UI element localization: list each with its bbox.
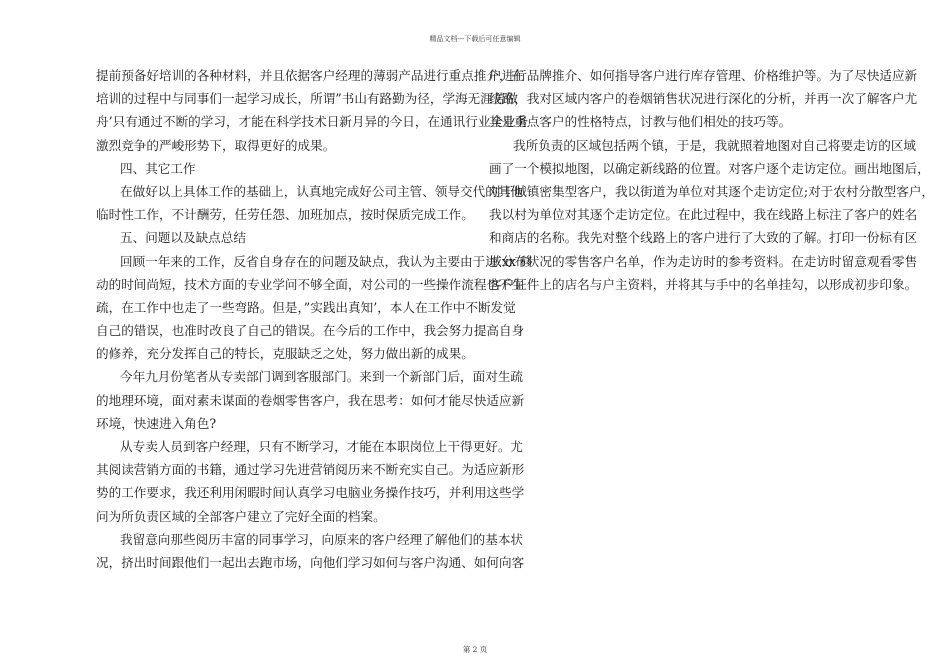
text-line: 临时性工作，不计酬劳，任劳任怨、加班加点，按时保质完成工作。 bbox=[96, 207, 474, 223]
page-number: 第 2 页 bbox=[462, 645, 488, 654]
text-line: 回顾一年来的工作，反省自身存在的问题及缺点，我认为主要由于进 xx 移 bbox=[120, 253, 533, 269]
text-line: 我以村为单位对其逐个走访定位。在此过程中，我在线路上标注了客户的姓名 bbox=[489, 207, 918, 223]
text-line: 户进行品牌推介、如何指导客户进行库存管理、价格维护等。为了尽快适应新 bbox=[489, 68, 918, 83]
text-line: 今年九月份笔者从专卖部门调到客服部门。来到一个新部门后，面对生疏 bbox=[120, 369, 523, 385]
right-column bbox=[489, 64, 935, 296]
text-line: 培训的过程中与同事们一起学习成长，所谓”书山有路勤为径，学海无涯苦做 bbox=[96, 91, 519, 107]
text-line: 其是重点客户的性格特点，讨教与他们相处的技巧等。 bbox=[489, 114, 792, 130]
left-column bbox=[96, 64, 533, 574]
text-line: 对于城镇密集型客户，我以街道为单位对其逐个走访定位;对于农村分散型客户， bbox=[489, 183, 935, 199]
text-line: 势的工作要求，我还利用闲暇时间认真学习电脑业务操作技巧，并利用这些学 bbox=[96, 485, 525, 501]
text-line: 的地理环境，面对素未谋面的卷烟零售客户，我在思考：如何才能尽快适应新 bbox=[96, 392, 525, 408]
text-line: 疏，在工作中也走了一些弯路。但是，”实践出真知’，本人在工作中不断发觉 bbox=[96, 299, 516, 315]
text-line: 画了一个模拟地图，以确定新线路的位置。对客户逐个走访定位。画出地图后， bbox=[489, 160, 930, 176]
text-line: 客户证件上的店名与户主资料，并将其与手中的名单挂勾，以形成初步印象。 bbox=[489, 276, 918, 292]
text-line: 动的时间尚短，技术方面的专业学问不够全面，对公司的一些操作流程也不生 bbox=[96, 276, 525, 292]
text-line: 四、其它工作 bbox=[120, 160, 196, 176]
text-line: 线路，我对区域内客户的卷烟销售状况进行深化的分析，并再一次了解客户尤 bbox=[489, 91, 918, 107]
text-line: 况，挤出时间跟他们一起出去跑市场，向他们学习如何与客户沟通、如何向客 bbox=[96, 554, 525, 570]
text-line: 环境，快速进入角色? bbox=[96, 415, 217, 431]
text-line: 激烈竞争的严峻形势下，取得更好的成果。 bbox=[96, 137, 336, 153]
text-line: 我所负责的区域包括两个镇，于是，我就照着地图对自己将要走访的区域 bbox=[513, 137, 916, 153]
text-line: 五、问题以及缺点总结 bbox=[120, 230, 246, 246]
text-line: 从专卖人员到客户经理，只有不断学习，才能在本职岗位上干得更好。尤 bbox=[120, 439, 523, 454]
text-line: 提前预备好培训的各种材料，并且依据客户经理的薄弱产品进行重点推介，在 bbox=[96, 68, 525, 83]
text-line: 我留意向那些阅历丰富的同事学习，向原来的客户经理了解他们的基本状 bbox=[120, 531, 523, 547]
text-line: 在做好以上具体工作的基础上，认真地完成好公司主管、领导交代的其他 bbox=[120, 183, 523, 199]
text-line: 其阅读营销方面的书籍，通过学习先进营销阅历来不断充实自己。为适应新形 bbox=[96, 462, 525, 478]
text-line: 域分布状况的零售客户名单，作为走访时的参考资料。在走访时留意观看零售 bbox=[489, 253, 918, 269]
text-line: 舟’只有通过不断的学习，才能在科学技术日新月异的今日，在通讯行业全业务 bbox=[96, 114, 529, 130]
page-header: 精品文档---下载后可任意编辑 bbox=[429, 35, 521, 43]
text-line: 和商店的名称。我先对整个线路上的客户进行了大致的了解。打印一份标有区 bbox=[489, 230, 918, 246]
text-line: 问为所负责区域的全部客户建立了完好全面的档案。 bbox=[96, 508, 386, 524]
text-line: 的修养，充分发挥自己的特长，克服缺乏之处，努力做出新的成果。 bbox=[96, 346, 474, 362]
text-line: 自己的错误，也准时改良了自己的错误。在今后的工作中，我会努力提高自身 bbox=[96, 323, 525, 339]
